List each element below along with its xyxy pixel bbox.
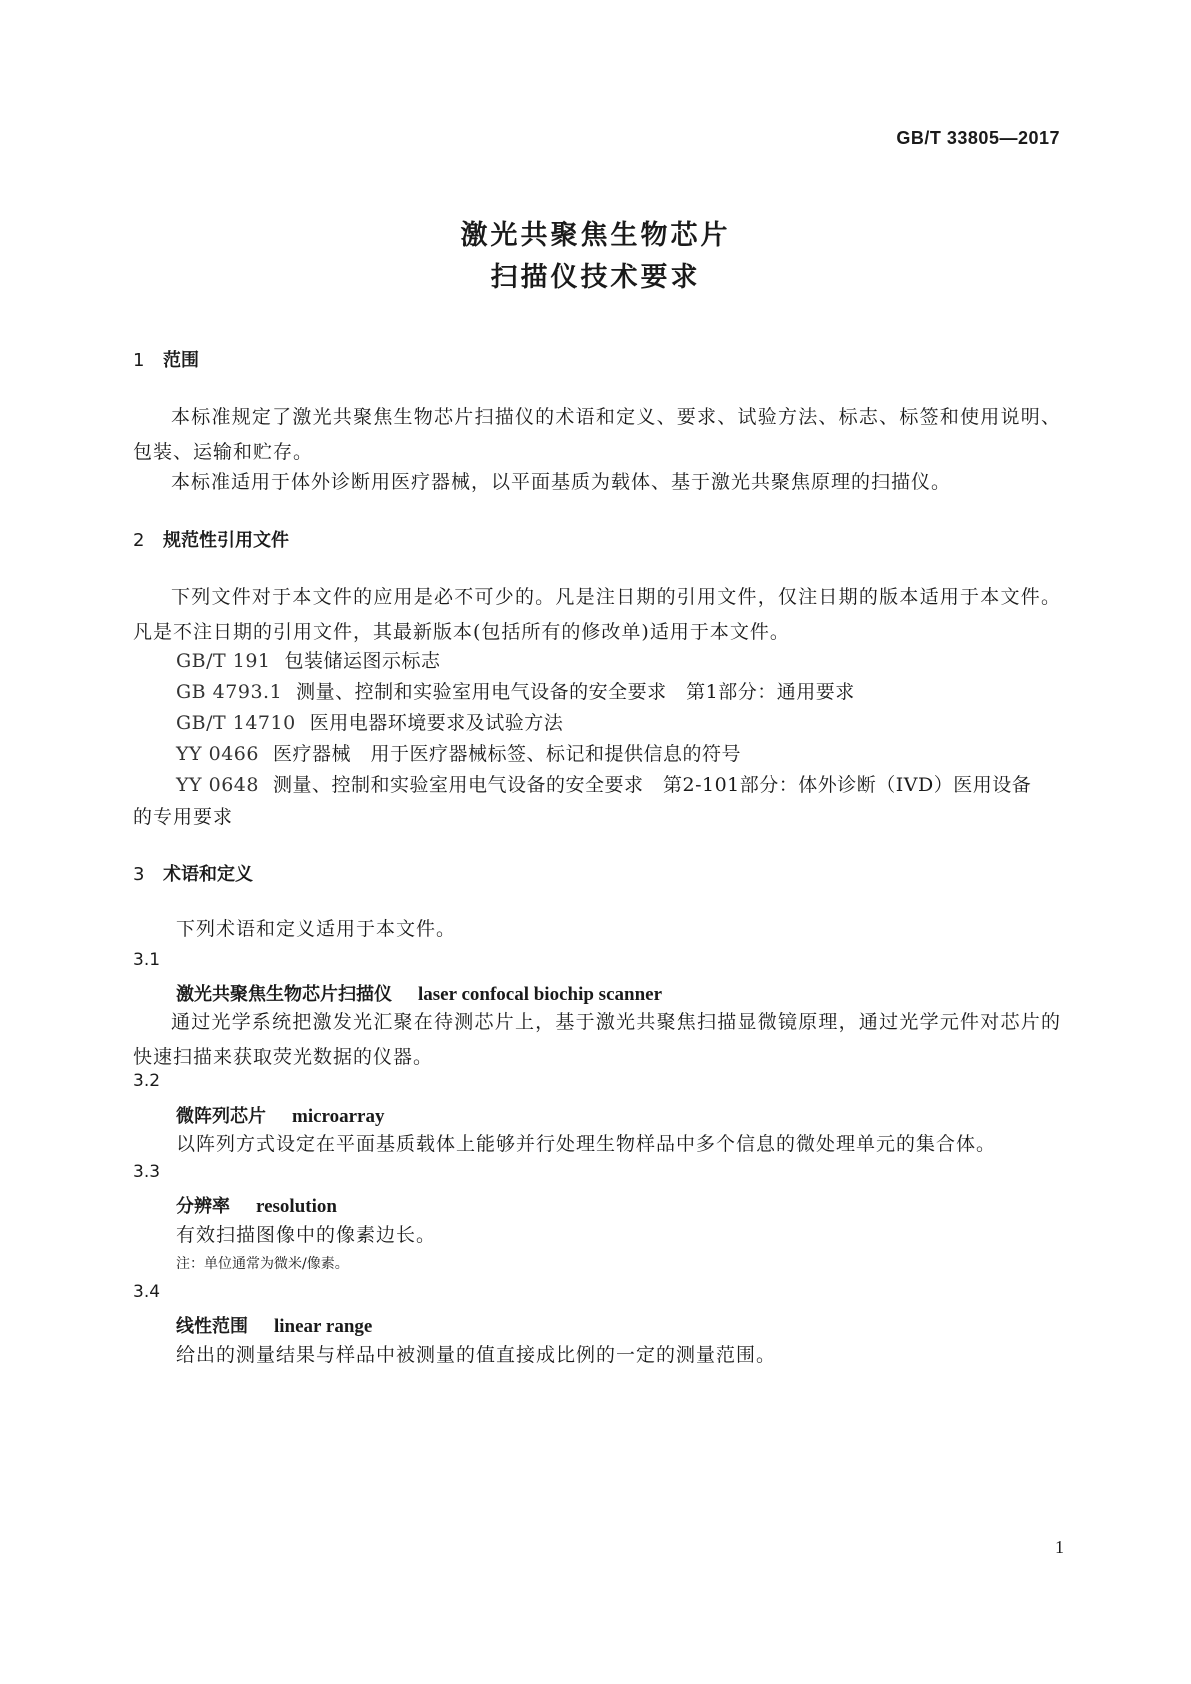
term-number: 3.1: [133, 950, 161, 970]
term-heading: [176, 1102, 385, 1128]
reference-item: [176, 677, 855, 704]
section-title: 术语和定义: [163, 864, 253, 885]
document-title-line1: 激光共聚焦生物芯片: [460, 220, 731, 251]
section-2-heading: [133, 526, 289, 552]
term-heading: [176, 1312, 372, 1338]
term-english: resolution: [256, 1196, 337, 1217]
reference-item: [176, 708, 563, 735]
page-number: 1: [1055, 1537, 1064, 1557]
section-1-paragraph-1: 本标准规定了激光共聚焦生物芯片扫描仪的术语和定义、要求、试验方法、标志、标签和使用说明、包装、运输和贮存。: [133, 406, 1061, 463]
section-1-paragraph-2: 本标准适用于体外诊断用医疗器械，以平面基质为载体、基于激光共聚焦原理的扫描仪。: [171, 471, 952, 493]
reference-title: 包装储运图示标志: [284, 650, 441, 672]
reference-item-continuation: 的专用要求: [133, 806, 234, 828]
document-title-line2: 扫描仪技术要求: [490, 262, 701, 293]
reference-title: 医用电器环境要求及试验方法: [309, 712, 564, 734]
reference-code: GB 4793.1: [176, 681, 283, 703]
section-1-heading: [133, 346, 199, 372]
term-definition: 有效扫描图像中的像素边长。: [176, 1224, 437, 1246]
section-title: 规范性引用文件: [163, 530, 289, 551]
reference-item: [176, 646, 441, 673]
term-note: 注：单位通常为微米/像素。: [176, 1256, 349, 1272]
section-3-heading: [133, 860, 253, 886]
reference-title: 医疗器械 用于医疗器械标签、标记和提供信息的符号: [272, 743, 741, 765]
section-number: 1: [133, 350, 145, 371]
term-chinese: 激光共聚焦生物芯片扫描仪: [176, 984, 392, 1005]
reference-title: 测量、控制和实验室用电气设备的安全要求 第1部分：通用要求: [296, 681, 855, 703]
reference-item: [176, 770, 1031, 797]
term-number: 3.4: [133, 1282, 161, 1302]
reference-code: YY 0466: [176, 743, 259, 765]
reference-title: 测量、控制和实验室用电气设备的安全要求 第2-101部分：体外诊断（IVD）医用设备: [272, 774, 1032, 796]
reference-code: GB/T 14710: [176, 712, 296, 734]
reference-code: YY 0648: [176, 774, 259, 796]
section-2-paragraph-1: 下列文件对于本文件的应用是必不可少的。凡是注日期的引用文件，仅注日期的版本适用于本文件。凡是不注日期的引用文件，其最新版本(包括所有的修改单)适用于本文件。: [133, 586, 1061, 643]
section-number: 2: [133, 530, 145, 551]
reference-code: GB/T 191: [176, 650, 271, 672]
term-number: 3.2: [133, 1071, 161, 1091]
term-english: laser confocal biochip scanner: [418, 984, 663, 1005]
section-title: 范围: [163, 350, 199, 371]
term-definition: 给出的测量结果与样品中被测量的值直接成比例的一定的测量范围。: [176, 1344, 777, 1366]
term-chinese: 微阵列芯片: [176, 1106, 266, 1127]
term-heading: [176, 1192, 337, 1218]
standard-code: GB/T 33805—2017: [896, 128, 1060, 148]
term-heading: [176, 980, 662, 1006]
term-definition: 以阵列方式设定在平面基质载体上能够并行处理生物样品中多个信息的微处理单元的集合体。: [176, 1133, 997, 1155]
term-number: 3.3: [133, 1162, 161, 1182]
term-english: microarray: [292, 1106, 385, 1127]
term-chinese: 线性范围: [176, 1316, 248, 1337]
section-3-intro: 下列术语和定义适用于本文件。: [176, 918, 457, 940]
term-english: linear range: [274, 1316, 373, 1337]
term-definition: 通过光学系统把激发光汇聚在待测芯片上，基于激光共聚焦扫描显微镜原理，通过光学元件对芯片的快速扫描来获取荧光数据的仪器。: [133, 1011, 1061, 1068]
reference-item: [176, 739, 741, 766]
term-chinese: 分辨率: [176, 1196, 230, 1217]
section-number: 3: [133, 864, 145, 885]
